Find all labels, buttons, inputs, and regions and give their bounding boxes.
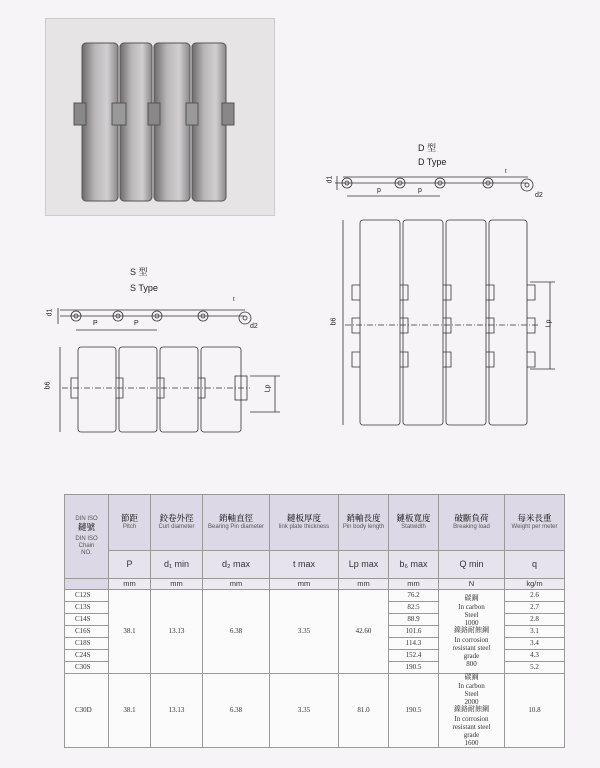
unit-weight: kg/m (505, 579, 565, 590)
symbol-pitch: P (109, 551, 151, 579)
weight-cell: 3.4 (505, 638, 565, 650)
header-chain-no: DIN ISO 鏈號 DIN ISO Chain NO. (65, 495, 109, 579)
dim-p-s-1: P (93, 320, 98, 327)
dim-d2-s: d2 (250, 323, 258, 330)
header-thickness: 鏈板厚度 link plate thickness (270, 495, 339, 551)
header-pitch: 節距 Pitch (109, 495, 151, 551)
s-type-title-en: S Type (130, 283, 158, 293)
model-cell: C30D (65, 674, 109, 748)
d-width: 190.5 (389, 674, 439, 748)
symbol-pin-len: Lp max (339, 551, 389, 579)
dim-lp-s: Lp (264, 384, 272, 393)
s-pin-len: 42.60 (339, 590, 389, 674)
d-pin-dia: 6.38 (203, 674, 270, 748)
width-cell: 76.2 (389, 590, 439, 602)
dim-d1-d: d1 (326, 175, 334, 184)
unit-pin-dia: mm (203, 579, 270, 590)
model-cell: C30S (65, 662, 109, 674)
header-pin-len: 銷軸長度 Pin body length (339, 495, 389, 551)
s-type-title-cn: S 型 (130, 267, 148, 277)
d-thickness: 3.35 (270, 674, 339, 748)
width-cell: 152.4 (389, 650, 439, 662)
model-cell: C18S (65, 638, 109, 650)
d-breaking-load: 碳鋼 In carbon Steel 2000 鎳鉻耐蝕鋼 In corrosion resistant steel grade 1600 (439, 674, 505, 748)
model-cell: C13S (65, 602, 109, 614)
dim-lp-d: Lp (545, 319, 553, 328)
header-pin-dia: 銷軸直徑 Bearing Pin diameter (203, 495, 270, 551)
symbol-weight: q (505, 551, 565, 579)
header-weight: 每米長重 Weight per meter (505, 495, 565, 551)
model-cell: C24S (65, 650, 109, 662)
s-thickness: 3.35 (270, 590, 339, 674)
width-cell: 101.6 (389, 626, 439, 638)
d-type-title-cn: D 型 (418, 143, 437, 153)
d-pitch: 38.1 (109, 674, 151, 748)
s-pin-dia: 6.38 (203, 590, 270, 674)
weight-cell: 4.3 (505, 650, 565, 662)
dim-p-s-2: P (134, 320, 139, 327)
s-type-top-view (60, 347, 280, 432)
d-type-top-view (343, 220, 555, 425)
unit-curl: mm (151, 579, 203, 590)
unit-pin-len: mm (339, 579, 389, 590)
weight-cell: 2.6 (505, 590, 565, 602)
s-curl: 13.13 (151, 590, 203, 674)
dim-b6-s: b6 (44, 381, 52, 390)
d-weight: 10.8 (505, 674, 565, 748)
symbol-pin-dia: d₂ max (203, 551, 270, 579)
model-cell: C14S (65, 614, 109, 626)
dim-d1-s: d1 (46, 308, 54, 317)
symbol-thickness: t max (270, 551, 339, 579)
s-type-side-view (58, 308, 251, 330)
weight-cell: 2.8 (505, 614, 565, 626)
symbol-width: b₆ max (389, 551, 439, 579)
dim-b6-d: b6 (330, 317, 338, 326)
d-type-title-en: D Type (418, 157, 447, 167)
dim-d2-d: d2 (535, 192, 543, 199)
width-cell: 190.5 (389, 662, 439, 674)
unit-load: N (439, 579, 505, 590)
d-pin-len: 81.0 (339, 674, 389, 748)
model-cell: C12S (65, 590, 109, 602)
d-curl: 13.13 (151, 674, 203, 748)
unit-width: mm (389, 579, 439, 590)
model-cell: C16S (65, 626, 109, 638)
width-cell: 82.5 (389, 602, 439, 614)
unit-thickness: mm (270, 579, 339, 590)
s-breaking-load: 碳鋼 In carbon Steel 1000 鎳鉻耐蝕鋼 In corrosion resistant steel grade 800 (439, 590, 505, 674)
header-load: 破斷負荷 Breaking load (439, 495, 505, 551)
header-width: 鏈板寬度 Statwidth (389, 495, 439, 551)
dim-t-s: t (233, 297, 235, 303)
weight-cell: 5.2 (505, 662, 565, 674)
symbol-curl: d₁ min (151, 551, 203, 579)
header-curl: 鉸卷外徑 Curl diameter (151, 495, 203, 551)
spec-table (64, 494, 565, 748)
weight-cell: 3.1 (505, 626, 565, 638)
s-pitch: 38.1 (109, 590, 151, 674)
dim-t-d: t (505, 169, 507, 175)
d-type-side-view (335, 176, 533, 196)
dim-p-d-2: p (418, 187, 422, 194)
width-cell: 114.3 (389, 638, 439, 650)
dim-p-d-1: p (377, 187, 381, 194)
unit-pitch: mm (109, 579, 151, 590)
symbol-load: Q min (439, 551, 505, 579)
width-cell: 88.9 (389, 614, 439, 626)
weight-cell: 2.7 (505, 602, 565, 614)
